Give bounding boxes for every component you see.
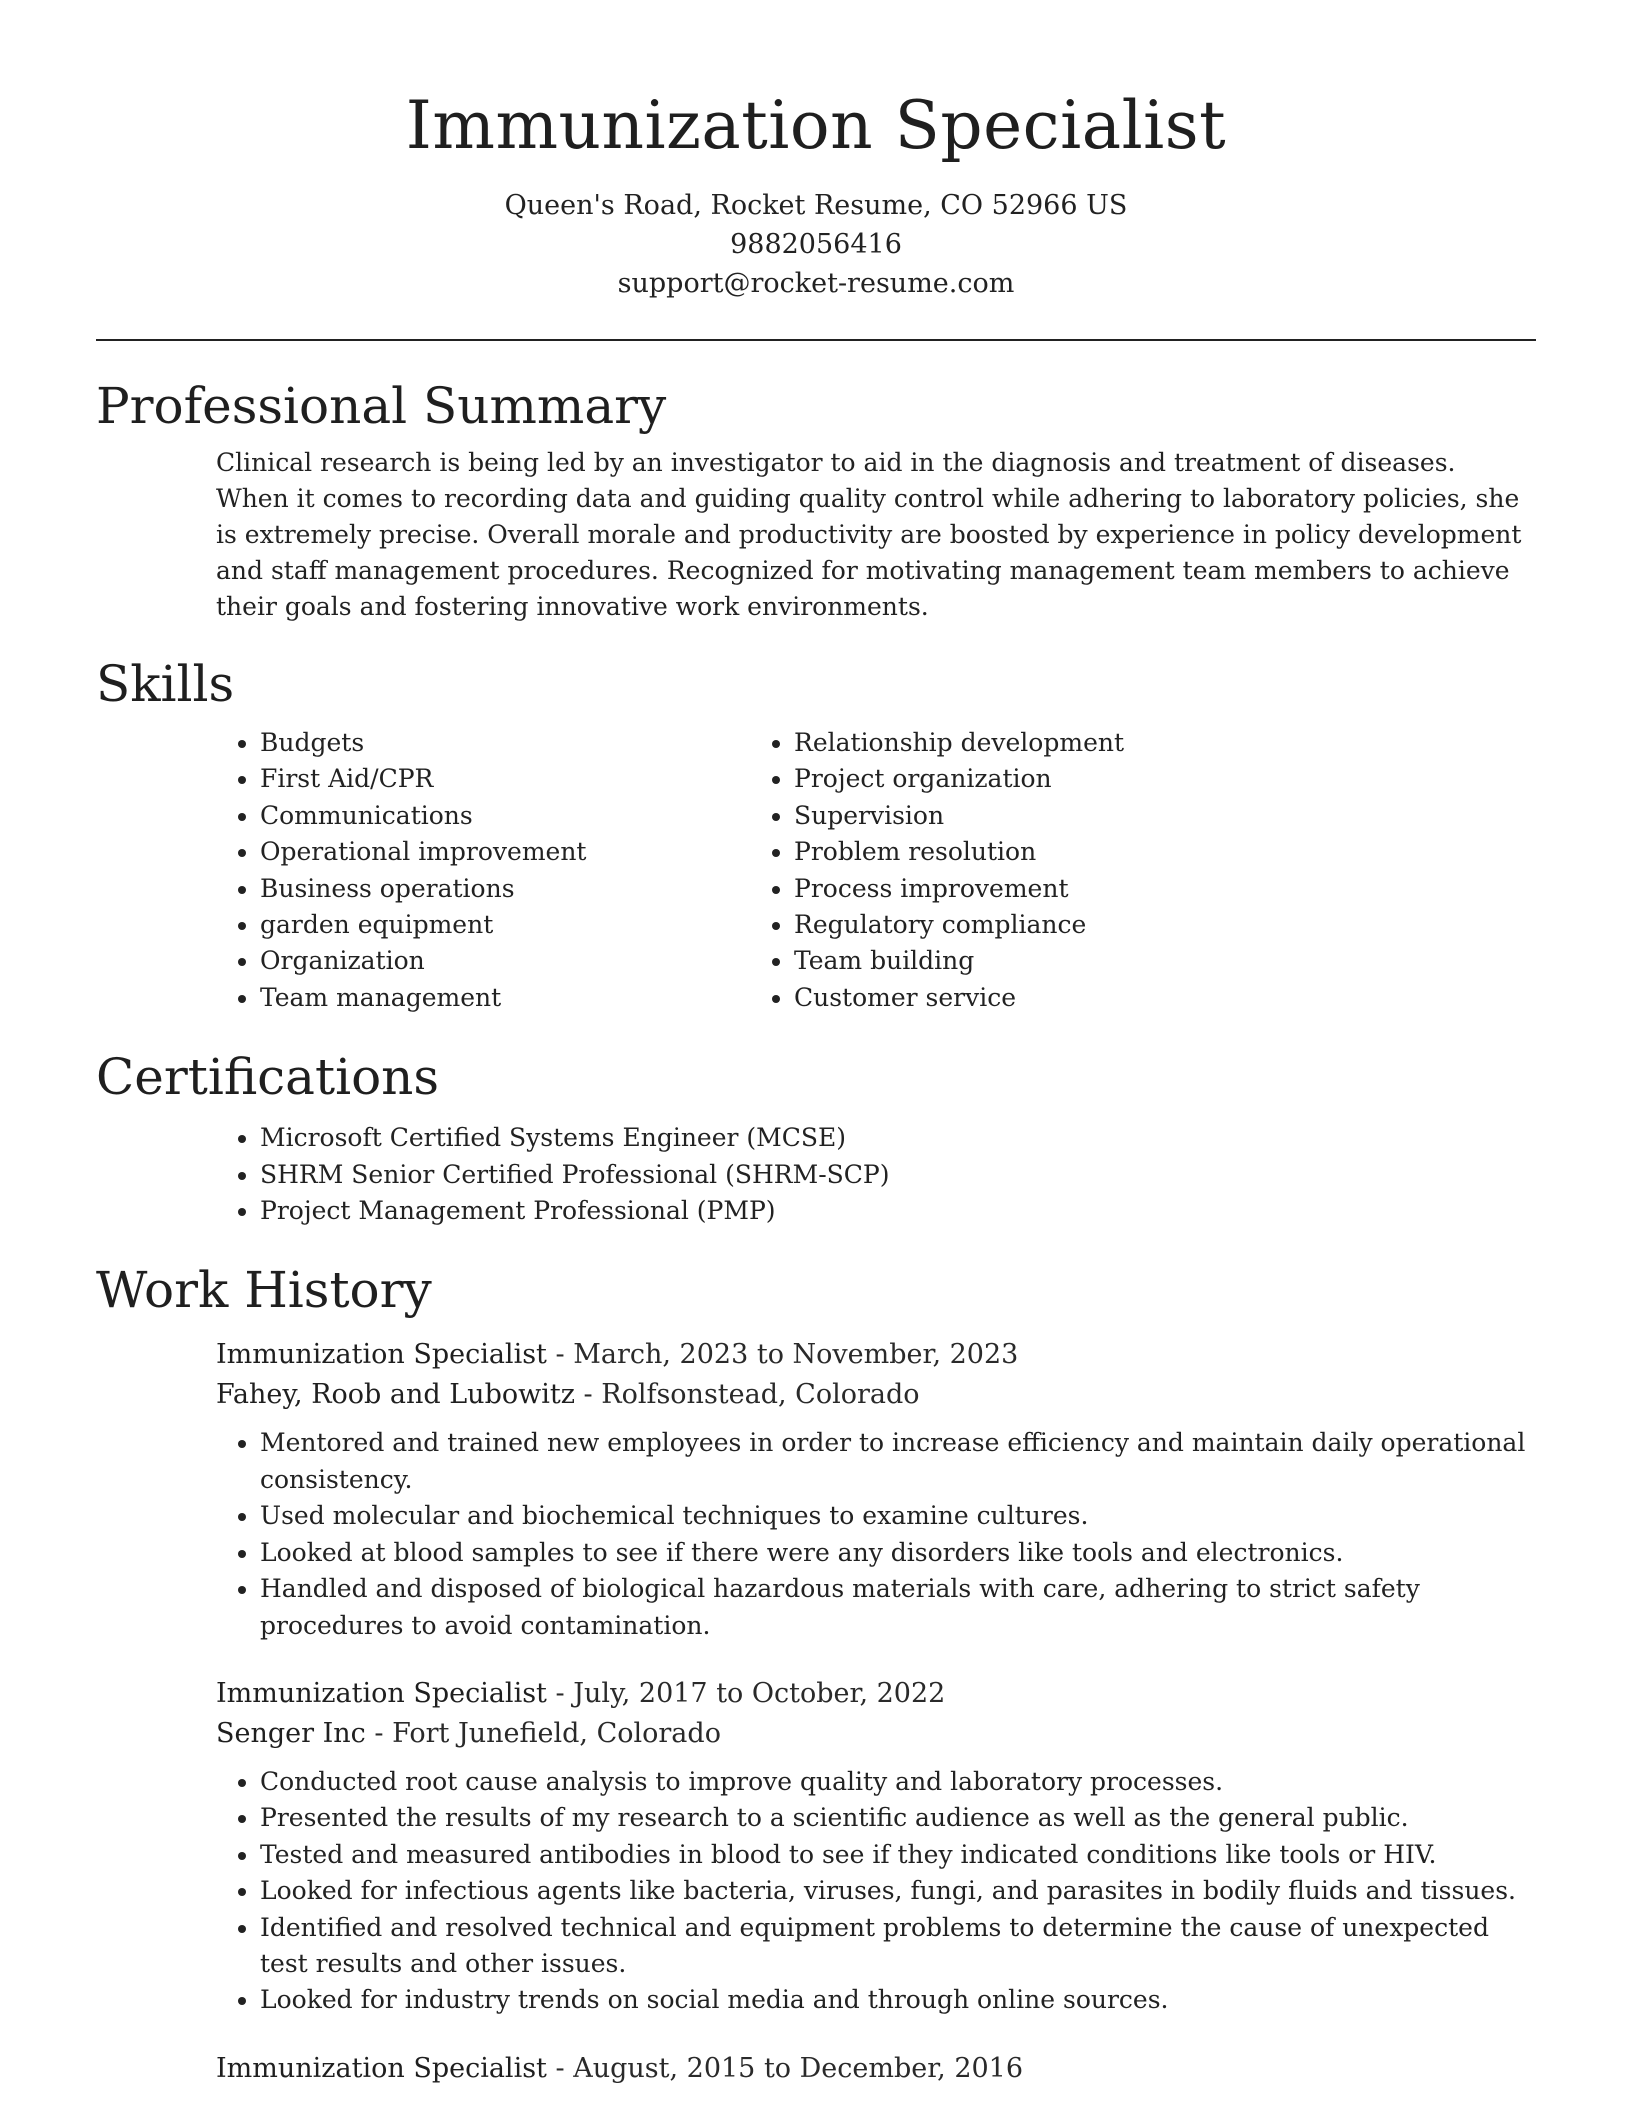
resume-page xyxy=(96,0,1536,2089)
job-location: Rolfsonstead, Colorado xyxy=(601,1379,920,1411)
job-company-line xyxy=(96,1375,1536,1415)
job-title: Immunization Specialist xyxy=(216,1339,547,1371)
job-dates: March, 2023 to November, 2023 xyxy=(573,1339,1019,1371)
contact-address: Queen's Road, Rocket Resume, CO 52966 US xyxy=(504,190,1128,221)
skill-item: • Relationship development xyxy=(794,725,1396,761)
job-duty-item: • Mentored and trained new employees in order to increase efficiency and maintain daily operational consistency. xyxy=(260,1425,1536,1498)
skill-item: • Process improvement xyxy=(794,871,1396,907)
job-company: Senger Inc xyxy=(216,1717,366,1749)
skill-item: • Supervision xyxy=(794,798,1396,834)
job-duty-item: • Handled and disposed of biological hazardous materials with care, adhering to strict safety procedures to avoid contamination. xyxy=(260,1571,1536,1644)
job-separator: - xyxy=(574,1379,602,1411)
job-duties-list xyxy=(96,1425,1536,1643)
job-title-line xyxy=(96,2049,1536,2089)
job-separator: - xyxy=(546,1339,574,1371)
job-entry xyxy=(96,2049,1536,2089)
job-title: Immunization Specialist xyxy=(216,1677,547,1709)
certifications-section xyxy=(96,1046,1536,1229)
candidate-name: Immunization Specialist xyxy=(405,87,1227,164)
job-title-line xyxy=(96,1674,1536,1714)
work-history-heading: Work History xyxy=(96,1261,432,1320)
skill-item: • Budgets xyxy=(260,725,746,761)
job-entry xyxy=(96,1335,1536,1643)
job-dates: August, 2015 to December, 2016 xyxy=(573,2052,1024,2084)
work-history-jobs xyxy=(96,1335,1536,2088)
job-separator: - xyxy=(546,2052,574,2084)
skill-item: • Project organization xyxy=(794,761,1396,797)
job-separator: - xyxy=(546,1677,574,1709)
contact-info xyxy=(96,186,1536,303)
skill-item: • garden equipment xyxy=(260,907,746,943)
summary-text: Clinical research is being led by an investigator to aid in the diagnosis and treatment of diseases. When it comes to recording data and guiding quality control while adhering to laboratory policies, she is extremely precise. Overall morale and productivity are boosted by experience in policy development and staff management procedures. Recognized for motivating management team members to achieve their goals and fostering innovative work environments. xyxy=(216,448,1522,621)
job-title-line xyxy=(96,1335,1536,1375)
skill-item: • Problem resolution xyxy=(794,834,1396,870)
work-history-section xyxy=(96,1259,1536,2088)
job-separator: - xyxy=(365,1717,393,1749)
skill-item: • Communications xyxy=(260,798,746,834)
job-entry xyxy=(96,1674,1536,2019)
job-company-line xyxy=(96,1714,1536,1754)
job-duty-item: • Tested and measured antibodies in blood to see if they indicated conditions like tools or HIV. xyxy=(260,1837,1536,1873)
job-dates: July, 2017 to October, 2022 xyxy=(573,1677,946,1709)
skill-item: • Operational improvement xyxy=(260,834,746,870)
job-title: Immunization Specialist xyxy=(216,2052,547,2084)
contact-email: support@rocket-resume.com xyxy=(617,268,1015,299)
skill-item: • Business operations xyxy=(260,871,746,907)
header-divider xyxy=(96,339,1536,341)
skills-column-left xyxy=(96,725,746,1016)
job-duty-item: • Conducted root cause analysis to improve quality and laboratory processes. xyxy=(260,1764,1536,1800)
skills-list-left xyxy=(96,725,746,1016)
skills-column-right xyxy=(746,725,1396,1016)
skills-section xyxy=(96,653,1536,1016)
skills-columns xyxy=(96,725,1536,1016)
job-duty-item: • Looked for industry trends on social media and through online sources. xyxy=(260,1982,1536,2018)
contact-phone: 9882056416 xyxy=(730,229,902,260)
job-duty-item: • Looked at blood samples to see if there were any disorders like tools and electronics. xyxy=(260,1535,1536,1571)
certification-item: • Project Management Professional (PMP) xyxy=(260,1193,1536,1229)
certifications-heading: Certifications xyxy=(96,1048,440,1107)
certification-item: • Microsoft Certified Systems Engineer (MCSE) xyxy=(260,1120,1536,1156)
certifications-list xyxy=(96,1120,1536,1229)
skill-item: • Organization xyxy=(260,943,746,979)
job-duty-item: • Used molecular and biochemical techniques to examine cultures. xyxy=(260,1498,1536,1534)
skill-item: • Team building xyxy=(794,943,1396,979)
certification-item: • SHRM Senior Certified Professional (SHRM-SCP) xyxy=(260,1157,1536,1193)
job-location: Fort Junefield, Colorado xyxy=(392,1717,721,1749)
job-duties-list xyxy=(96,1764,1536,2019)
job-company: Fahey, Roob and Lubowitz xyxy=(216,1379,575,1411)
summary-heading: Professional Summary xyxy=(96,377,667,435)
job-duty-item: • Identified and resolved technical and equipment problems to determine the cause of unexpected test results and other issues. xyxy=(260,1910,1536,1983)
skill-item: • Customer service xyxy=(794,980,1396,1016)
resume-header xyxy=(96,0,1536,303)
skills-heading: Skills xyxy=(96,655,235,713)
summary-section xyxy=(96,375,1536,625)
skills-list-right xyxy=(746,725,1396,1016)
skill-item: • First Aid/CPR xyxy=(260,761,746,797)
skill-item: • Regulatory compliance xyxy=(794,907,1396,943)
job-duty-item: • Presented the results of my research to a scientific audience as well as the general public. xyxy=(260,1800,1536,1836)
job-duty-item: • Looked for infectious agents like bacteria, viruses, fungi, and parasites in bodily fluids and tissues. xyxy=(260,1873,1536,1909)
skill-item: • Team management xyxy=(260,980,746,1016)
